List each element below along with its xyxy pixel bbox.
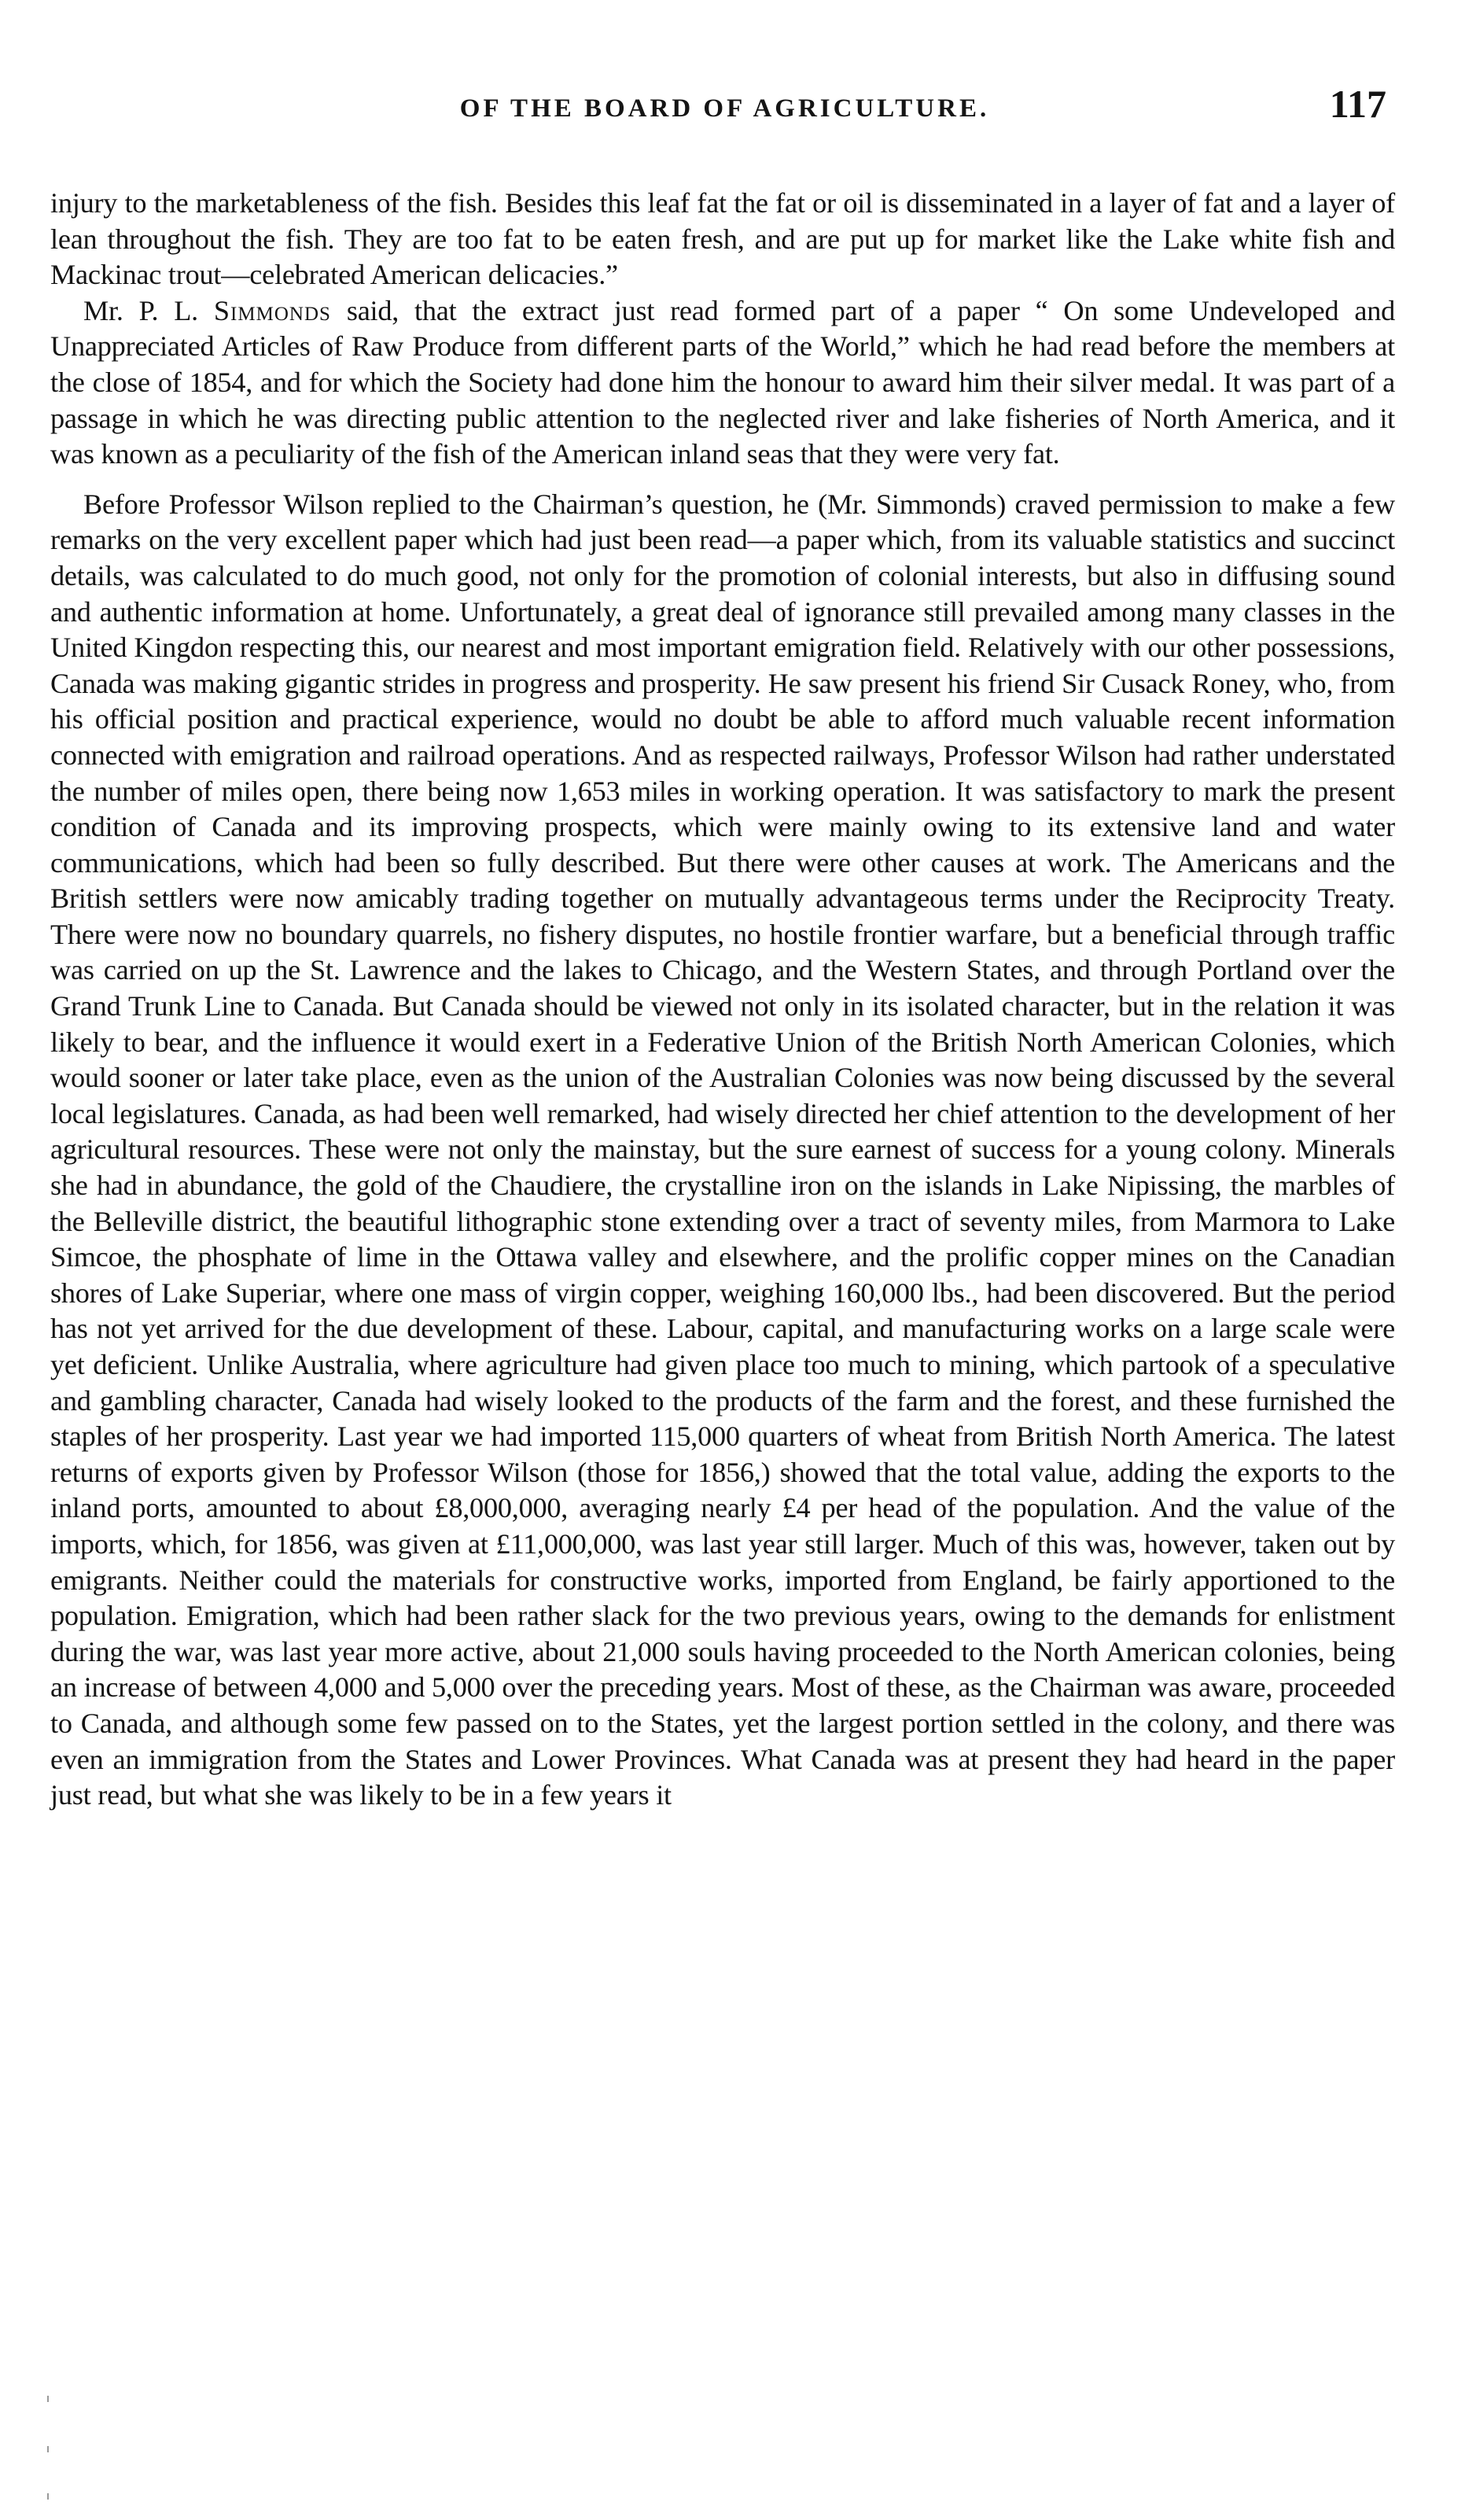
body-text [50,186,1395,1814]
paragraph-lead: Mr. P. L. [83,294,214,326]
paragraph-continuation [50,186,1395,293]
speaker-name: Simmonds [213,294,331,326]
running-head: OF THE BOARD OF AGRICULTURE. [459,94,990,123]
margin-speck [47,2446,49,2452]
margin-speck [47,2396,49,2402]
paragraph-text: Before Professor Wilson replied to the Chairman’s question, he (Mr. Simmonds) craved permission to make a few remarks on the very excellent paper which had just been read—a paper which, from its valuable statistics and succinct details, was calculated to do much good, not only for the promotion of colonial interests, but also in diffusing sound and authentic information at home. Unfortunately, a great deal of ignorance still prevailed among many classes in the United Kingdon respecting this, our nearest and most important emigration field. Relatively with our other possessions, Canada was making gigantic strides in progress and prosperity. He saw present his friend Sir Cusack Roney, who, from his official position and practical experience, would no doubt be able to afford much valuable recent information connected with emigration and railroad operations. And as respected railways, Professor Wilson had rather understated the number of miles open, there being now 1,653 miles in working operation. It was satisfactory to mark the present condition of Canada and its improving prospects, which were mainly owing to its extensive land and water communications, which had been so fully described. But there were other causes at work. The Americans and the British settlers were now amicably trading together on mutually advantageous terms under the Reciprocity Treaty. There were now no boundary quarrels, no fishery disputes, no hostile frontier warfare, but a beneficial through traffic was carried on up the St. Lawrence and the lakes to Chicago, and the Western States, and through Portland over the Grand Trunk Line to Canada. But Canada should be viewed not only in its isolated character, but in the relation it was likely to bear, and the influence it would exert in a Federative Union of the British North American Colonies, which would sooner or later take place, even as the union of the Australian Colonies was now being discussed by the several local legislatures. Canada, as had been well remarked, had wisely directed her chief attention to the development of her agricultural resources. These were not only the mainstay, but the sure earnest of success for a young colony. Minerals she had in abundance, the gold of the Chaudiere, the crystalline iron on the islands in Lake Nipissing, the marbles of the Belleville district, the beautiful lithographic stone extending over a tract of seventy miles, from Marmora to Lake Simcoe, the phosphate of lime in the Ottawa valley and elsewhere, and the prolific copper mines on the Canadian shores of Lake Superiar, where one mass of virgin copper, weighing 160,000 lbs., had been discovered. But the period has not yet arrived for the due development of these. Labour, capital, and manufacturing works on a large scale were yet deficient. Unlike Australia, where agriculture had given place too much to mining, which partook of a speculative and gambling character, Canada had wisely looked to the products of the farm and the forest, and these furnished the staples of her prosperity. Last year we had imported 115,000 quarters of wheat from British North America. The latest returns of exports given by Professor Wilson (those for 1856,) showed that the total value, adding the exports to the inland ports, amounted to about £8,000,000, averaging nearly £4 per head of the population. And the value of the imports, which, for 1856, was given at £11,000,000, was last year still larger. Much of this was, however, taken out by emigrants. Neither could the materials for constructive works, imported from England, be fairly apportioned to the population. Emigration, which had been rather slack for the two previous years, owing to the demands for enlistment during the war, was last year more active, about 21,000 souls having proceeded to the North American colonies, being an increase of between 4,000 and 5,000 over the preceding years. Most of these, as the Chairman was aware, proceeded to Canada, and although some few passed on to the States, yet the largest portion settled in the colony, and there was even an immigration from the States and Lower Provinces. What Canada was at present they had heard in the paper just read, but what she was likely to be in a few years it [50,488,1395,1811]
margin-speck [47,2493,49,2500]
paragraph-text: injury to the marketableness of the fish. Besides this leaf fat the fat or oil is disseminated in a layer of fat and a layer of lean throughout the fish. They are too fat to be eaten fresh, and are put up for market like the Lake white fish and Mackinac trout—celebrated American delicacies.” [50,187,1395,291]
page-header [47,82,1402,132]
paragraph-canada-discussion [50,487,1395,1814]
paragraph-text: said, that the extract just read formed part of a paper “ On some Undeveloped and Unappreciated Articles of Raw Produce from different parts of the World,” which he had read before the members at the close of 1854, and for which the Society had done him the honour to award him their silver medal. It was part of a passage in which he was directing public attention to the neglected river and lake fisheries of North America, and it was known as a peculiarity of the fish of the American inland seas that they were very fat. [50,294,1395,470]
page-number: 117 [1329,82,1386,126]
paragraph-simmonds-remark [50,293,1395,473]
